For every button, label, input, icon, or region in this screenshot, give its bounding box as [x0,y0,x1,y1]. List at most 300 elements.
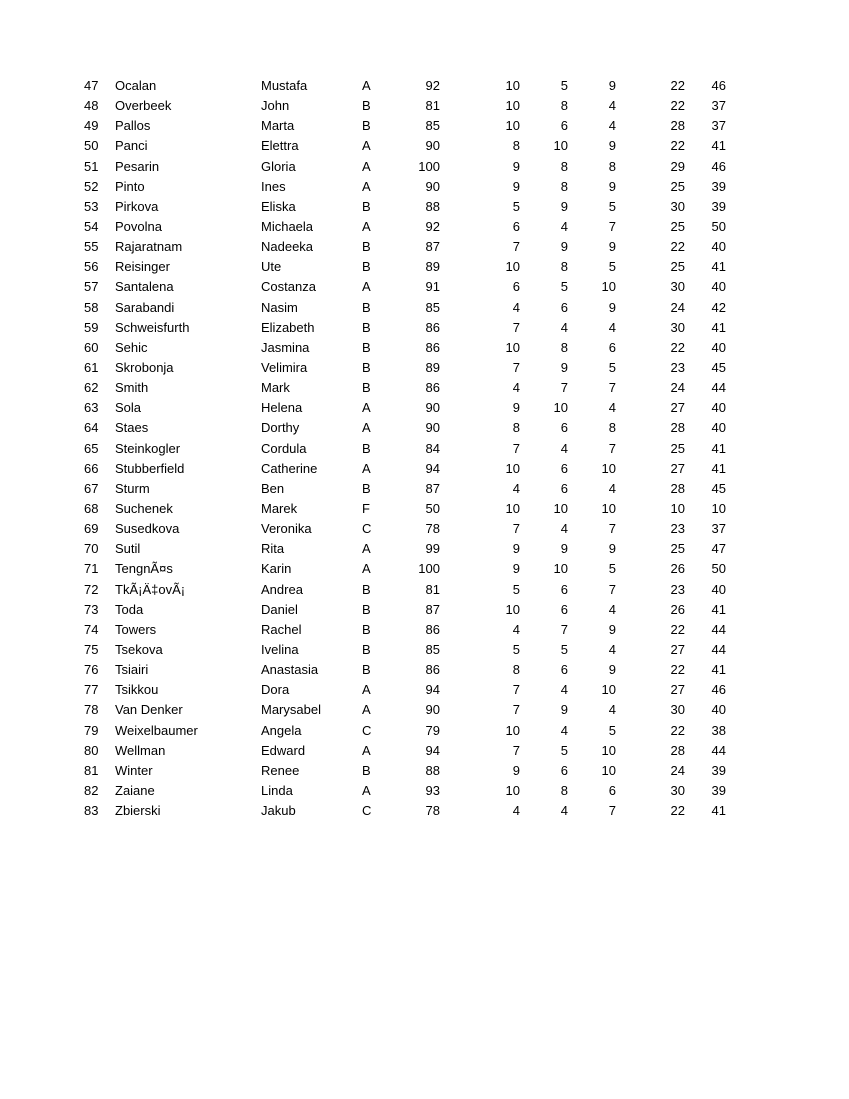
score-2-cell: 4 [560,319,568,335]
score-3-cell: 10 [601,500,616,516]
score-5-cell: 10 [711,500,726,516]
row-number-cell: 62 [84,380,99,396]
first-name-cell: Andrea [261,581,303,597]
score-5-cell: 38 [711,722,726,738]
row-number-cell: 80 [84,742,99,758]
total-score-cell: 81 [425,581,440,597]
score-2-cell: 6 [560,420,568,436]
row-number-cell: 83 [84,803,99,819]
last-name-cell: Van Denker [115,702,183,718]
score-2-cell: 8 [560,339,568,355]
score-1-cell: 7 [512,702,520,718]
score-3-cell: 9 [608,541,616,557]
score-1-cell: 4 [512,621,520,637]
table-row [0,620,849,640]
score-2-cell: 7 [560,380,568,396]
score-4-cell: 22 [670,621,685,637]
row-number-cell: 81 [84,762,99,778]
score-1-cell: 7 [512,742,520,758]
grade-cell: A [362,742,371,758]
last-name-cell: TkÃ¡Ä‡ovÃ¡ [115,581,186,597]
score-5-cell: 40 [711,581,726,597]
score-5-cell: 46 [711,78,726,93]
total-score-cell: 93 [425,782,440,798]
row-number-cell: 79 [84,722,99,738]
grade-cell: A [362,682,371,698]
total-score-cell: 85 [425,299,440,315]
grade-cell: A [362,138,371,154]
last-name-cell: Pinto [115,178,145,194]
score-3-cell: 4 [608,400,616,416]
score-2-cell: 4 [560,722,568,738]
grade-cell: B [362,239,371,255]
table-row [0,600,849,620]
row-number-cell: 54 [84,218,99,234]
row-number-cell: 82 [84,782,99,798]
score-2-cell: 10 [553,561,568,577]
total-score-cell: 79 [425,722,440,738]
last-name-cell: Santalena [115,279,174,295]
row-number-cell: 77 [84,682,99,698]
first-name-cell: Eliska [261,198,296,214]
score-5-cell: 41 [711,259,726,275]
first-name-cell: Ines [261,178,286,194]
score-2-cell: 4 [560,521,568,537]
grade-cell: A [362,460,371,476]
first-name-cell: Linda [261,782,293,798]
row-number-cell: 58 [84,299,99,315]
row-number-cell: 56 [84,259,99,275]
score-4-cell: 23 [670,521,685,537]
total-score-cell: 87 [425,239,440,255]
table-row [0,76,849,96]
score-3-cell: 9 [608,621,616,637]
score-2-cell: 4 [560,440,568,456]
table-row [0,157,849,177]
table-row [0,721,849,741]
total-score-cell: 100 [418,158,440,174]
last-name-cell: Sarabandi [115,299,175,315]
score-5-cell: 37 [711,521,726,537]
score-4-cell: 25 [670,541,685,557]
score-5-cell: 41 [711,601,726,617]
score-5-cell: 45 [711,480,726,496]
score-5-cell: 40 [711,239,726,255]
score-4-cell: 30 [670,782,685,798]
grade-cell: A [362,400,371,416]
grade-cell: A [362,78,371,93]
total-score-cell: 90 [425,420,440,436]
grade-cell: A [362,702,371,718]
score-4-cell: 28 [670,420,685,436]
score-4-cell: 28 [670,480,685,496]
last-name-cell: Overbeek [115,98,172,114]
row-number-cell: 49 [84,118,99,134]
grade-cell: A [362,782,371,798]
table-row [0,640,849,660]
score-2-cell: 8 [560,98,568,114]
score-5-cell: 44 [711,380,726,396]
score-3-cell: 7 [608,218,616,234]
last-name-cell: Panci [115,138,148,154]
score-3-cell: 10 [601,460,616,476]
first-name-cell: Edward [261,742,306,758]
score-4-cell: 30 [670,279,685,295]
last-name-cell: Pirkova [115,198,159,214]
table-row [0,459,849,479]
first-name-cell: Ute [261,259,282,275]
score-4-cell: 10 [670,500,685,516]
score-4-cell: 22 [670,138,685,154]
grade-cell: B [362,339,371,355]
first-name-cell: Marysabel [261,702,321,718]
first-name-cell: Dorthy [261,420,300,436]
score-3-cell: 9 [608,299,616,315]
score-3-cell: 9 [608,78,616,93]
row-number-cell: 66 [84,460,99,476]
score-3-cell: 7 [608,581,616,597]
first-name-cell: Karin [261,561,292,577]
total-score-cell: 86 [425,319,440,335]
row-number-cell: 70 [84,541,99,557]
row-number-cell: 76 [84,662,99,678]
score-3-cell: 10 [601,279,616,295]
row-number-cell: 61 [84,359,99,375]
total-score-cell: 86 [425,339,440,355]
row-number-cell: 65 [84,440,99,456]
table-row [0,318,849,338]
score-1-cell: 4 [512,299,520,315]
score-2-cell: 6 [560,299,568,315]
grade-cell: B [362,319,371,335]
score-1-cell: 9 [512,400,520,416]
first-name-cell: Elettra [261,138,299,154]
first-name-cell: Jakub [261,803,296,819]
score-5-cell: 41 [711,319,726,335]
last-name-cell: Towers [115,621,157,637]
score-2-cell: 4 [560,803,568,819]
last-name-cell: Tsekova [115,641,163,657]
grade-cell: A [362,158,371,174]
score-4-cell: 27 [670,682,685,698]
total-score-cell: 90 [425,178,440,194]
score-2-cell: 4 [560,218,568,234]
score-1-cell: 4 [512,803,520,819]
table-row [0,781,849,801]
score-4-cell: 30 [670,319,685,335]
table-row [0,539,849,559]
last-name-cell: Ocalan [115,78,157,93]
last-name-cell: Zaiane [115,782,155,798]
score-3-cell: 5 [608,561,616,577]
table-row [0,257,849,277]
score-2-cell: 6 [560,601,568,617]
first-name-cell: Marta [261,118,295,134]
total-score-cell: 85 [425,118,440,134]
score-1-cell: 9 [512,762,520,778]
total-score-cell: 81 [425,98,440,114]
score-4-cell: 23 [670,581,685,597]
score-2-cell: 6 [560,762,568,778]
total-score-cell: 92 [425,218,440,234]
total-score-cell: 87 [425,601,440,617]
total-score-cell: 89 [425,259,440,275]
score-1-cell: 7 [512,682,520,698]
score-4-cell: 22 [670,662,685,678]
score-5-cell: 42 [711,299,726,315]
total-score-cell: 86 [425,621,440,637]
row-number-cell: 64 [84,420,99,436]
total-score-cell: 84 [425,440,440,456]
table-row [0,398,849,418]
grade-cell: A [362,178,371,194]
total-score-cell: 50 [425,500,440,516]
last-name-cell: Rajaratnam [115,239,183,255]
last-name-cell: Suchenek [115,500,173,516]
score-5-cell: 46 [711,682,726,698]
score-1-cell: 6 [512,279,520,295]
first-name-cell: Mark [261,380,290,396]
score-5-cell: 39 [711,178,726,194]
score-1-cell: 7 [512,319,520,335]
score-3-cell: 9 [608,178,616,194]
score-3-cell: 6 [608,782,616,798]
score-2-cell: 6 [560,118,568,134]
first-name-cell: Veronika [261,521,312,537]
score-5-cell: 40 [711,279,726,295]
table-row [0,761,849,781]
score-5-cell: 39 [711,198,726,214]
grade-cell: B [362,480,371,496]
grade-cell: A [362,541,371,557]
first-name-cell: Elizabeth [261,319,315,335]
score-5-cell: 40 [711,400,726,416]
table-row [0,116,849,136]
table-row [0,700,849,720]
total-score-cell: 90 [425,702,440,718]
score-5-cell: 44 [711,742,726,758]
last-name-cell: Toda [115,601,144,617]
score-5-cell: 41 [711,803,726,819]
table-row [0,801,849,821]
row-number-cell: 60 [84,339,99,355]
score-3-cell: 5 [608,722,616,738]
last-name-cell: Sturm [115,480,150,496]
last-name-cell: Staes [115,420,149,436]
score-4-cell: 24 [670,299,685,315]
total-score-cell: 94 [425,742,440,758]
score-3-cell: 8 [608,420,616,436]
score-2-cell: 6 [560,581,568,597]
score-3-cell: 4 [608,702,616,718]
table-row [0,479,849,499]
total-score-cell: 86 [425,662,440,678]
last-name-cell: Tsiairi [115,662,149,678]
score-1-cell: 7 [512,521,520,537]
first-name-cell: Dora [261,682,290,698]
score-4-cell: 29 [670,158,685,174]
score-5-cell: 37 [711,98,726,114]
score-3-cell: 7 [608,440,616,456]
first-name-cell: Nasim [261,299,298,315]
score-2-cell: 8 [560,158,568,174]
last-name-cell: Schweisfurth [115,319,190,335]
score-3-cell: 4 [608,319,616,335]
score-5-cell: 41 [711,440,726,456]
row-number-cell: 63 [84,400,99,416]
score-5-cell: 50 [711,561,726,577]
score-5-cell: 41 [711,460,726,476]
score-5-cell: 40 [711,339,726,355]
last-name-cell: Steinkogler [115,440,181,456]
score-4-cell: 25 [670,259,685,275]
last-name-cell: Sehic [115,339,148,355]
row-number-cell: 69 [84,521,99,537]
row-number-cell: 55 [84,239,99,255]
first-name-cell: Cordula [261,440,307,456]
score-1-cell: 10 [505,78,520,93]
last-name-cell: Wellman [115,742,166,758]
grade-cell: C [362,722,372,738]
score-3-cell: 5 [608,259,616,275]
score-5-cell: 44 [711,641,726,657]
total-score-cell: 78 [425,521,440,537]
table-row [0,358,849,378]
row-number-cell: 50 [84,138,99,154]
first-name-cell: Renee [261,762,300,778]
score-5-cell: 46 [711,158,726,174]
row-number-cell: 68 [84,500,99,516]
score-3-cell: 4 [608,480,616,496]
score-1-cell: 5 [512,198,520,214]
grade-cell: B [362,641,371,657]
student-table [0,76,849,821]
first-name-cell: John [261,98,290,114]
total-score-cell: 100 [418,561,440,577]
first-name-cell: Velimira [261,359,308,375]
last-name-cell: Reisinger [115,259,170,275]
total-score-cell: 88 [425,198,440,214]
score-1-cell: 10 [505,460,520,476]
score-3-cell: 10 [601,742,616,758]
score-4-cell: 25 [670,440,685,456]
score-5-cell: 39 [711,762,726,778]
table-row [0,378,849,398]
grade-cell: B [362,621,371,637]
last-name-cell: Skrobonja [115,359,174,375]
total-score-cell: 88 [425,762,440,778]
score-2-cell: 9 [560,198,568,214]
first-name-cell: Catherine [261,460,318,476]
score-3-cell: 4 [608,98,616,114]
score-2-cell: 4 [560,682,568,698]
last-name-cell: Stubberfield [115,460,185,476]
score-2-cell: 5 [560,279,568,295]
score-1-cell: 9 [512,541,520,557]
score-3-cell: 8 [608,158,616,174]
score-4-cell: 25 [670,218,685,234]
last-name-cell: Tsikkou [115,682,159,698]
score-4-cell: 22 [670,339,685,355]
score-1-cell: 8 [512,138,520,154]
score-5-cell: 40 [711,702,726,718]
score-1-cell: 10 [505,782,520,798]
table-row [0,580,849,600]
total-score-cell: 86 [425,380,440,396]
score-1-cell: 10 [505,500,520,516]
score-4-cell: 27 [670,641,685,657]
row-number-cell: 47 [84,78,99,93]
score-2-cell: 5 [560,78,568,93]
score-5-cell: 41 [711,138,726,154]
total-score-cell: 85 [425,641,440,657]
score-2-cell: 9 [560,702,568,718]
score-1-cell: 7 [512,359,520,375]
score-3-cell: 4 [608,641,616,657]
total-score-cell: 92 [425,78,440,93]
score-2-cell: 9 [560,359,568,375]
grade-cell: B [362,359,371,375]
first-name-cell: Michaela [261,218,314,234]
first-name-cell: Anastasia [261,662,319,678]
score-2-cell: 7 [560,621,568,637]
row-number-cell: 53 [84,198,99,214]
row-number-cell: 67 [84,480,99,496]
last-name-cell: TengnÃ¤s [115,561,173,577]
score-2-cell: 6 [560,460,568,476]
score-3-cell: 7 [608,380,616,396]
last-name-cell: Povolna [115,218,162,234]
last-name-cell: Pesarin [115,158,160,174]
score-4-cell: 23 [670,359,685,375]
score-2-cell: 5 [560,641,568,657]
grade-cell: B [362,118,371,134]
score-2-cell: 10 [553,138,568,154]
score-5-cell: 44 [711,621,726,637]
first-name-cell: Gloria [261,158,296,174]
score-2-cell: 6 [560,662,568,678]
total-score-cell: 90 [425,138,440,154]
score-2-cell: 5 [560,742,568,758]
grade-cell: B [362,198,371,214]
table-row [0,96,849,116]
score-4-cell: 28 [670,742,685,758]
score-1-cell: 4 [512,380,520,396]
score-4-cell: 28 [670,118,685,134]
total-score-cell: 94 [425,460,440,476]
row-number-cell: 52 [84,178,99,194]
score-4-cell: 22 [670,722,685,738]
score-5-cell: 50 [711,218,726,234]
score-2-cell: 6 [560,480,568,496]
score-2-cell: 9 [560,541,568,557]
table-row [0,660,849,680]
grade-cell: F [362,500,370,516]
first-name-cell: Costanza [261,279,316,295]
score-3-cell: 9 [608,138,616,154]
score-1-cell: 9 [512,561,520,577]
score-4-cell: 22 [670,98,685,114]
grade-cell: B [362,662,371,678]
row-number-cell: 71 [84,561,99,577]
grade-cell: B [362,98,371,114]
row-number-cell: 73 [84,601,99,617]
total-score-cell: 99 [425,541,440,557]
row-number-cell: 74 [84,621,99,637]
table-row [0,519,849,539]
row-number-cell: 51 [84,158,99,174]
table-row [0,177,849,197]
